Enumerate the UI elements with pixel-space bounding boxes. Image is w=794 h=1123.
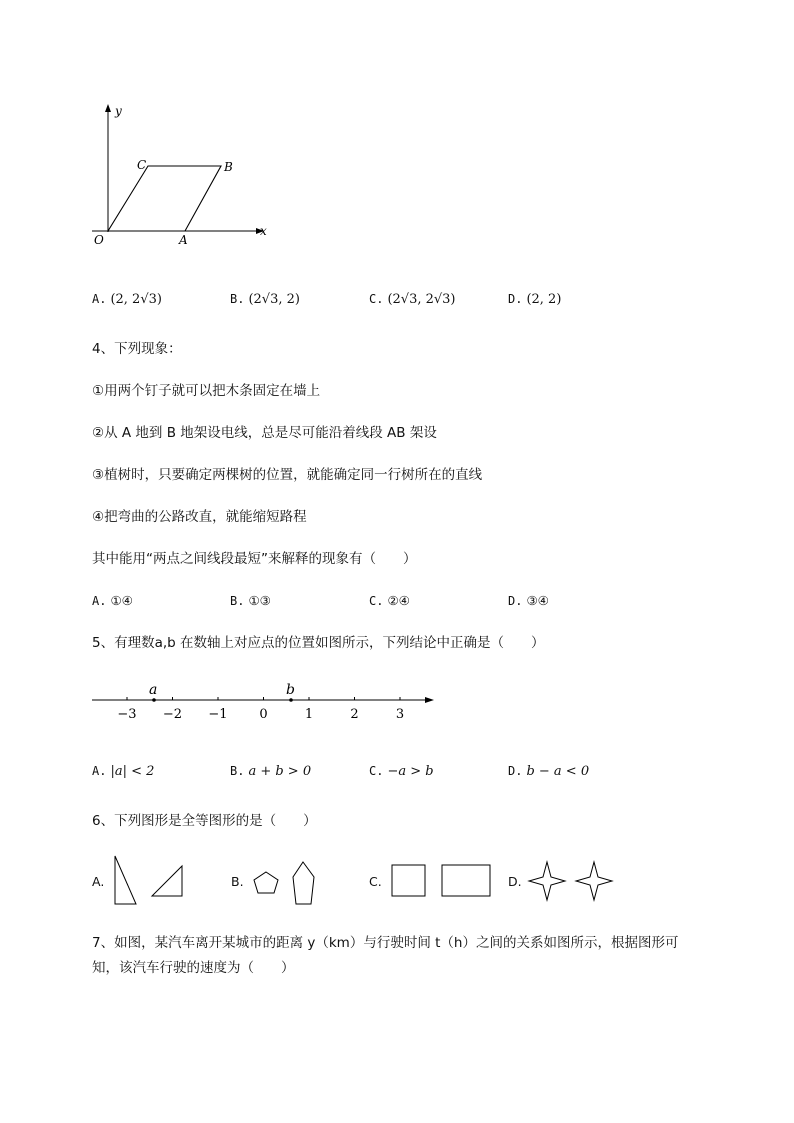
q4-item-1: ①用两个钉子就可以把木条固定在墙上 — [92, 383, 321, 399]
q4-option-b[interactable] — [230, 592, 271, 610]
q6-option-d-letter[interactable]: D. — [508, 874, 522, 889]
option-text: (2, 2√3) — [110, 292, 162, 307]
q4-option-c[interactable] — [369, 592, 410, 610]
small-pentagon — [254, 872, 278, 893]
option-text: (2, 2) — [526, 292, 562, 307]
option-text: −a > b — [387, 764, 434, 779]
option-letter: A. — [92, 594, 107, 608]
q4-option-d[interactable] — [508, 592, 549, 610]
short-triangle — [152, 866, 182, 896]
option-text: b − a < 0 — [526, 764, 590, 779]
x-axis-label: x — [260, 224, 267, 238]
rectangle-shape — [442, 865, 490, 896]
point-a-label: a — [149, 682, 158, 698]
q6-option-a-letter[interactable]: A. — [92, 874, 105, 889]
option-letter: C. — [369, 764, 384, 778]
q6-option-b-letter[interactable]: B. — [231, 874, 244, 889]
option-text: (2√3, 2) — [248, 292, 300, 307]
number-line-tick-label: −1 — [208, 707, 228, 722]
q3-option-c[interactable] — [369, 290, 456, 309]
point-b-dot — [289, 698, 293, 702]
option-letter: D. — [508, 764, 523, 778]
y-axis-arrow — [105, 104, 111, 112]
q6-option-c-figure — [388, 860, 498, 904]
q7-stem-line-2: 知，该汽车行驶的速度为（ ） — [92, 960, 295, 976]
option-text: (2√3, 2√3) — [387, 292, 456, 307]
q3-option-a[interactable] — [92, 290, 162, 309]
q6-option-c-letter[interactable]: C. — [369, 874, 382, 889]
number-line-tick-label: 3 — [395, 707, 405, 722]
square-shape — [392, 865, 425, 896]
point-o-label: O — [94, 233, 104, 247]
option-letter: B. — [230, 594, 245, 608]
option-letter: C. — [369, 292, 384, 306]
number-line-tick-label: 0 — [259, 707, 268, 722]
parallelogram-oabc — [108, 166, 221, 231]
point-c-label: C — [137, 158, 147, 172]
option-letter: B. — [230, 764, 245, 778]
q6-stem: 6、下列图形是全等图形的是（ ） — [92, 813, 317, 829]
point-a-label: A — [179, 233, 188, 247]
tall-pentagon — [293, 862, 314, 904]
q5-option-c[interactable] — [369, 762, 434, 781]
option-text: ②④ — [387, 593, 410, 608]
point-a-dot — [152, 698, 156, 702]
q7-stem-line-1: 7、如图，某汽车离开某城市的距离 y（km）与行驶时间 t（h）之间的关系如图所示，根据图形可 — [92, 935, 679, 951]
q4-item-4: ④把弯曲的公路改直，就能缩短路程 — [92, 509, 307, 525]
q5-number-line — [88, 676, 448, 726]
option-text: ①④ — [110, 593, 133, 608]
four-point-star-right — [576, 862, 612, 900]
option-text: ①③ — [248, 593, 271, 608]
y-axis-label: y — [115, 104, 122, 118]
point-b-label: b — [286, 682, 295, 698]
q4-item-3: ③植树时，只要确定两棵树的位置，就能确定同一行树所在的直线 — [92, 467, 483, 483]
option-letter: A. — [92, 292, 107, 306]
q3-option-b[interactable] — [230, 290, 300, 309]
q4-option-a[interactable] — [92, 592, 133, 610]
q4-stem: 4、下列现象： — [92, 341, 182, 357]
option-text: |a| < 2 — [110, 764, 155, 779]
option-letter: D. — [508, 292, 523, 306]
q3-option-d[interactable] — [508, 290, 561, 309]
option-letter: D. — [508, 594, 523, 608]
q6-option-d-figure — [527, 858, 617, 906]
option-text: a + b > 0 — [248, 764, 312, 779]
number-line-arrow — [425, 697, 434, 703]
number-line-tick-label: −2 — [162, 707, 183, 722]
q5-stem: 5、有理数a,b 在数轴上对应点的位置如图所示，下列结论中正确是（ ） — [92, 635, 545, 651]
number-line-tick-label: 1 — [304, 707, 314, 722]
q5-option-a[interactable] — [92, 762, 154, 781]
number-line-tick-label: 2 — [350, 707, 359, 722]
option-letter: A. — [92, 764, 107, 778]
q5-option-b[interactable] — [230, 762, 311, 781]
q4-question: 其中能用“两点之间线段最短”来解释的现象有（ ） — [92, 551, 417, 567]
option-letter: B. — [230, 292, 245, 306]
number-line-tick-label: −3 — [117, 707, 137, 722]
q6-option-a-figure — [110, 853, 190, 909]
tall-triangle — [115, 856, 136, 904]
q6-option-b-figure — [248, 856, 328, 908]
option-letter: C. — [369, 594, 384, 608]
q4-item-2: ②从 A 地到 B 地架设电线，总是尽可能沿着线段 AB 架设 — [92, 425, 437, 441]
point-b-label: B — [224, 160, 233, 174]
q5-option-d[interactable] — [508, 762, 589, 781]
q3-coordinate-figure — [88, 98, 278, 248]
option-text: ③④ — [526, 593, 549, 608]
four-point-star-left — [529, 862, 565, 900]
